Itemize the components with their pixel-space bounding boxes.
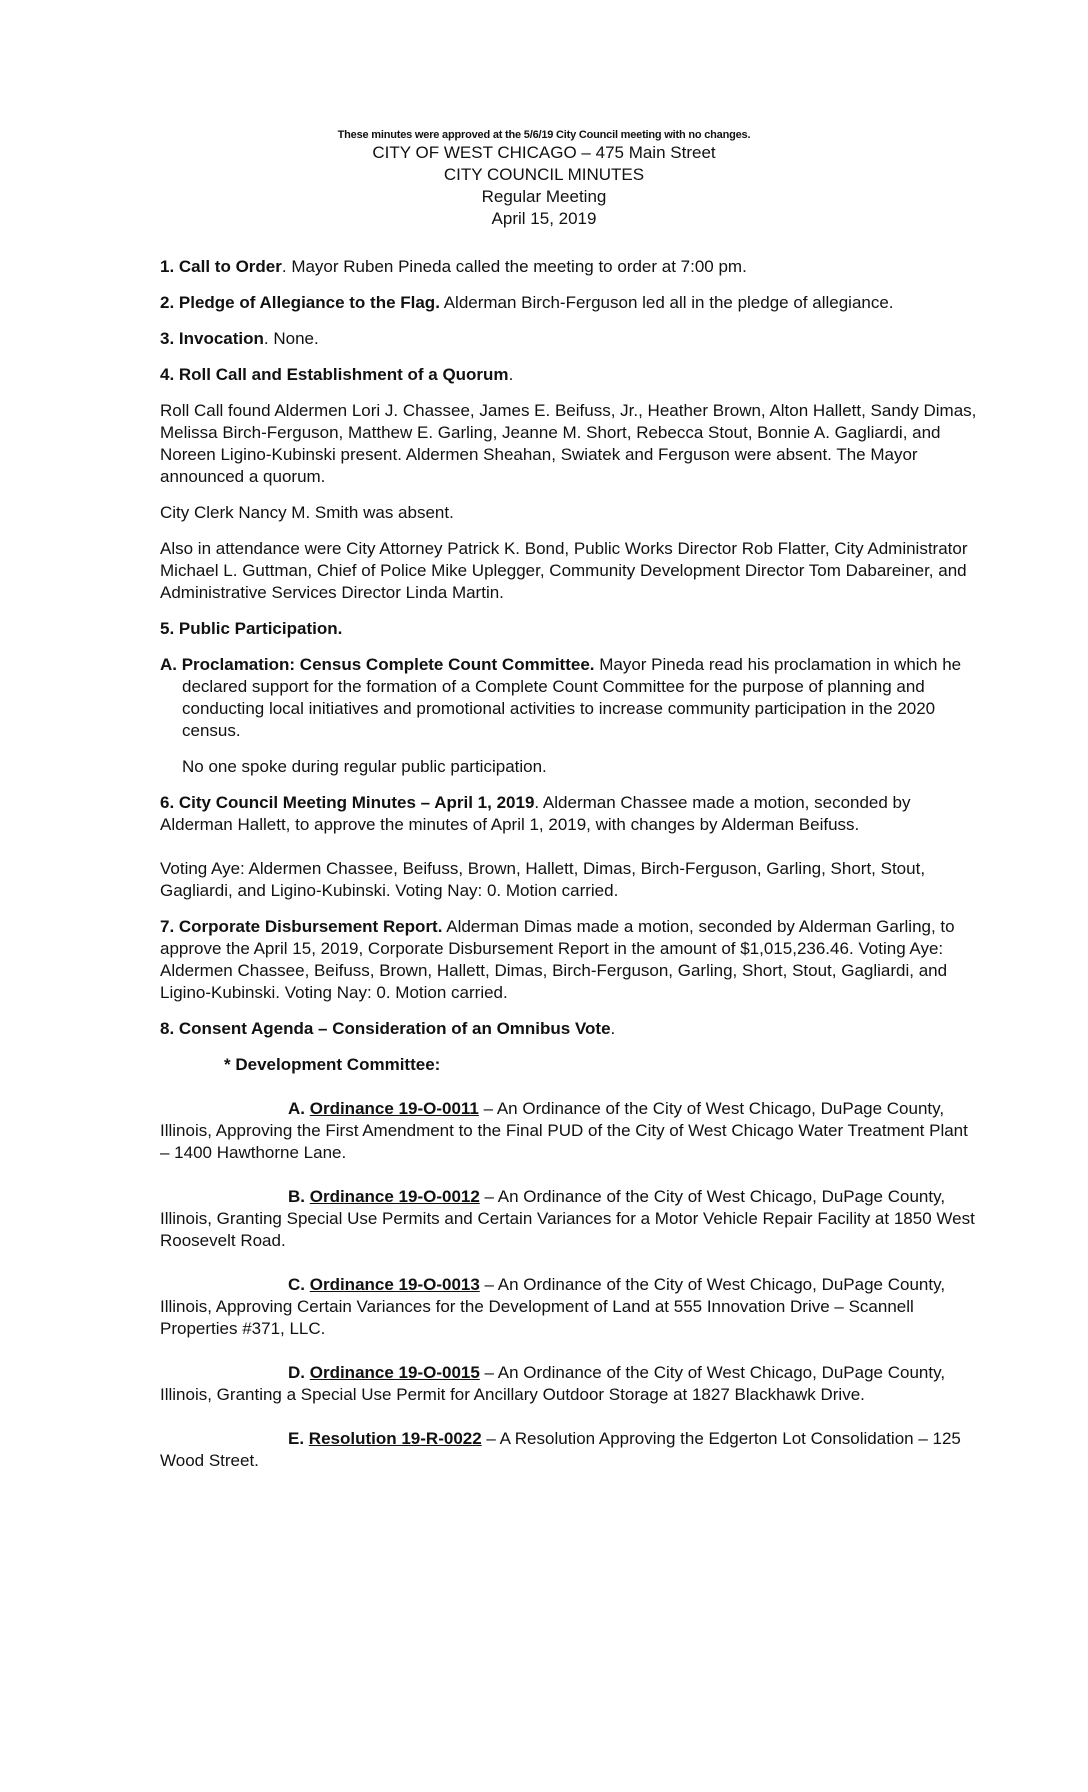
consent-item-text: – A Resolution Approving the Edgerton Lot Consolidation – 125 Wood Street. bbox=[160, 1429, 961, 1470]
section-heading: 7. Corporate Disbursement Report. bbox=[160, 917, 443, 936]
consent-item-letter: D. bbox=[288, 1363, 310, 1382]
consent-item-letter: B. bbox=[288, 1187, 310, 1206]
section-text: Alderman Dimas made a motion, seconded by Alderman Garling, to approve the April 15, 2019, Corporate Disbursement Report in the amount of $1,015,236.46. Voting Aye: Aldermen Chassee, Beifuss, Brown, Hallett, Dimas, Birch-Ferguson, Garling, Short, Stout, Gagliardi, and Ligino-Kubinski. Voting Nay: 0. Motion carried. bbox=[160, 917, 955, 1002]
consent-item-c bbox=[160, 1274, 980, 1340]
section-text: . Mayor Ruben Pineda called the meeting to order at 7:00 pm. bbox=[281, 257, 747, 276]
section-heading: 2. Pledge of Allegiance to the Flag. bbox=[160, 293, 440, 312]
resolution-reference: Resolution 19-R-0022 bbox=[308, 1429, 482, 1448]
consent-item-b bbox=[160, 1186, 980, 1252]
section-consent-agenda bbox=[160, 1018, 980, 1040]
section-heading: 1. Call to Order bbox=[160, 257, 282, 276]
ordinance-reference: Ordinance 19-O-0011 bbox=[309, 1099, 479, 1118]
section-call-to-order bbox=[160, 256, 980, 278]
section-heading: 3. Invocation bbox=[160, 329, 264, 348]
consent-item-letter: C. bbox=[288, 1275, 310, 1294]
document-title: CITY COUNCIL MINUTES bbox=[443, 165, 645, 184]
consent-item-e bbox=[160, 1428, 980, 1472]
approval-note: These minutes were approved at the 5/6/19 City Council meeting with no changes. bbox=[337, 129, 751, 141]
section-disbursement-report bbox=[160, 916, 980, 1004]
development-committee-heading: * Development Committee: bbox=[224, 1055, 441, 1074]
section-public-participation bbox=[160, 618, 980, 640]
meeting-type: Regular Meeting bbox=[481, 187, 607, 206]
consent-item-text: – An Ordinance of the City of West Chicago, DuPage County, Illinois, Approving the First Amendment to the Final PUD of the City of West Chicago Water Treatment Plant – 1400 Hawthorne Lane. bbox=[160, 1099, 968, 1162]
ordinance-reference: Ordinance 19-O-0013 bbox=[309, 1275, 480, 1294]
consent-item-text: – An Ordinance of the City of West Chicago, DuPage County, Illinois, Granting Special Use Permits and Certain Variances for a Motor Vehicle Repair Facility at 1850 West Roosevelt Road. bbox=[160, 1187, 975, 1250]
proclamation-item bbox=[160, 654, 980, 742]
minutes-header bbox=[0, 128, 1088, 230]
section-heading: 8. Consent Agenda – Consideration of an Omnibus Vote bbox=[160, 1019, 611, 1038]
section-meeting-minutes bbox=[160, 792, 980, 836]
section-pledge bbox=[160, 292, 980, 314]
consent-item-text: – An Ordinance of the City of West Chicago, DuPage County, Illinois, Granting a Special Use Permit for Ancillary Outdoor Storage at 1827 Blackhawk Drive. bbox=[160, 1363, 946, 1404]
section-text: . Alderman Chassee made a motion, seconded by Alderman Hallett, to approve the minutes of April 1, 2019, with changes by Alderman Beifuss. bbox=[160, 793, 911, 834]
minutes-vote: Voting Aye: Aldermen Chassee, Beifuss, Brown, Hallett, Dimas, Birch-Ferguson, Garling, Short, Stout, Gagliardi, and Ligino-Kubinski. Voting Nay: 0. Motion carried. bbox=[160, 859, 926, 900]
consent-item-a bbox=[160, 1098, 980, 1164]
section-text: . bbox=[610, 1019, 616, 1038]
section-text: . bbox=[508, 365, 514, 384]
section-invocation bbox=[160, 328, 980, 350]
consent-item-d bbox=[160, 1362, 980, 1406]
roll-call-clerk: City Clerk Nancy M. Smith was absent. bbox=[160, 503, 454, 522]
consent-item-letter: E. bbox=[288, 1429, 309, 1448]
proclamation-heading: A. Proclamation: Census Complete Count Committee. bbox=[160, 655, 595, 674]
ordinance-reference: Ordinance 19-O-0015 bbox=[309, 1363, 480, 1382]
minutes-body bbox=[160, 256, 980, 1486]
section-text: . None. bbox=[263, 329, 319, 348]
public-participation-note: No one spoke during regular public participation. bbox=[182, 757, 547, 776]
roll-call-attendance: Roll Call found Aldermen Lori J. Chassee, James E. Beifuss, Jr., Heather Brown, Alton Hallett, Sandy Dimas, Melissa Birch-Ferguson, Matthew E. Garling, Jeanne M. Short, Rebecca Stout, Bonnie A. Gagliardi, and Noreen Ligino-Kubinski present. Aldermen Sheahan, Swiatek and Ferguson were absent. The Mayor announced a quorum. bbox=[160, 401, 977, 486]
roll-call-staff: Also in attendance were City Attorney Patrick K. Bond, Public Works Director Rob Flatter, City Administrator Michael L. Guttman, Chief of Police Mike Uplegger, Community Development Director Tom Dabareiner, and Administrative Services Director Linda Martin. bbox=[160, 539, 968, 602]
consent-item-text: – An Ordinance of the City of West Chicago, DuPage County, Illinois, Approving Certain Variances for the Development of Land at 555 Innovation Drive – Scannell Properties #371, LLC. bbox=[160, 1275, 946, 1338]
section-text: Alderman Birch-Ferguson led all in the pledge of allegiance. bbox=[439, 293, 894, 312]
ordinance-reference: Ordinance 19-O-0012 bbox=[309, 1187, 480, 1206]
section-roll-call bbox=[160, 364, 980, 386]
meeting-date: April 15, 2019 bbox=[491, 209, 597, 228]
proclamation-text: Mayor Pineda read his proclamation in which he declared support for the formation of a Complete Count Committee for the purpose of planning and conducting local initiatives and promotional activities to increase community participation in the 2020 census. bbox=[182, 655, 962, 740]
city-address-line: CITY OF WEST CHICAGO – 475 Main Street bbox=[372, 143, 716, 162]
section-heading: 4. Roll Call and Establishment of a Quorum bbox=[160, 365, 509, 384]
consent-item-letter: A. bbox=[288, 1099, 310, 1118]
section-heading: 6. City Council Meeting Minutes – April 1, 2019 bbox=[160, 793, 535, 812]
section-heading: 5. Public Participation. bbox=[160, 619, 343, 638]
